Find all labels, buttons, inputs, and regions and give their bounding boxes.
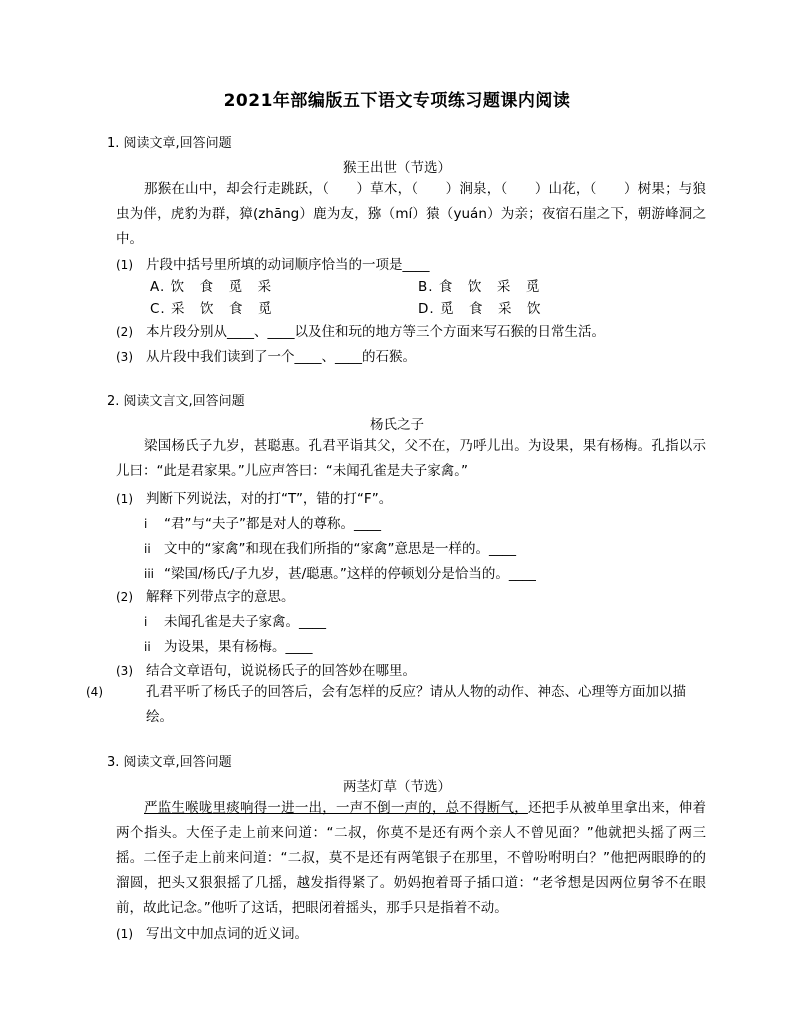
q2-explain-item-2-text: 为设果，果有杨梅。____ [164, 639, 313, 655]
q1-sub-2-text: 本片段分别从____、____以及住和玩的地方等三个方面来写石猴的日常生活。 [146, 324, 605, 340]
q2-sub-1-text: 判断下列说法，对的打“T”，错的打“F”。 [146, 491, 393, 507]
q2-sub-3 [116, 659, 416, 679]
document-title: 2021年部编版五下语文专项练习题课内阅读 [223, 91, 571, 111]
q1-option-a: A. 饮 食 觅 采 [150, 279, 273, 295]
q2-judge-item-2 [144, 537, 516, 557]
q2-judge-item-1-text: “君”与“夫子”都是对人的尊称。____ [164, 516, 381, 532]
question-2-heading: 2. 阅读文言文,回答问题 [107, 394, 245, 409]
q2-judge-item-2-text: 文中的“家禽”和现在我们所指的“家禽”意思是一样的。____ [164, 541, 516, 557]
q2-sub-1-number: (1) [116, 492, 133, 506]
q2-judge-item-3-text: “梁国/杨氏/子九岁，甚/聪惠。”这样的停顿划分是恰当的。____ [164, 566, 536, 582]
q2-explain-item-2 [144, 635, 313, 655]
question-1-heading: 1. 阅读文章,回答问题 [107, 136, 232, 151]
q1-option-c: C. 采 饮 食 觅 [150, 301, 273, 317]
q1-sub-3-number: (3) [116, 350, 133, 364]
passage-1-title: 猴王出世（节选） [343, 160, 451, 176]
q1-sub-2 [116, 320, 605, 340]
question-3-heading: 3. 阅读文章,回答问题 [107, 755, 232, 770]
q2-sub-2 [116, 585, 295, 605]
passage-1-text: 那猴在山中，却会行走跳跃，（ ）草木，（ ）涧泉，（ ）山花，（ ）树果；与狼虫为伴，虎豹为群，獐(zhāng）鹿为友，猕（mí）猿（yuán）为亲；夜宿石崖之下，朝游峰洞之中。 [116, 181, 706, 247]
q1-option-d: D. 觅 食 采 饮 [418, 301, 542, 317]
q1-sub-3-text: 从片段中我们读到了一个____、____的石猴。 [146, 349, 416, 365]
q2-explain-item-2-number: ii [144, 640, 151, 654]
q1-sub-1-text: 片段中括号里所填的动词顺序恰当的一项是____ [146, 257, 430, 273]
q1-sub-3 [116, 345, 416, 365]
q2-judge-item-3 [144, 562, 536, 582]
q2-explain-item-1 [144, 610, 326, 630]
q2-explain-item-1-text: 未闻孔雀是夫子家禽。____ [164, 614, 326, 630]
passage-3-title: 两茎灯草（节选） [343, 779, 451, 795]
q2-judge-item-3-number: iii [144, 567, 155, 581]
q1-sub-2-number: (2) [116, 325, 133, 339]
passage-2-text: 梁国杨氏子九岁，甚聪惠。孔君平诣其父，父不在，乃呼儿出。为设果，果有杨梅。孔指以示儿曰：“此是君家果。”儿应声答曰：“未闻孔雀是夫子家禽。” [116, 438, 706, 479]
q3-sub-1-text: 写出文中加点词的近义词。 [146, 926, 308, 942]
q2-sub-4 [86, 680, 706, 730]
q2-sub-2-text: 解释下列带点字的意思。 [146, 589, 295, 605]
q2-sub-3-number: (3) [116, 664, 133, 678]
passage-3-text [116, 796, 706, 921]
passage-3-rest: 还把手从被单里拿出来，伸着两个指头。大侄子走上前来问道：“二叔，你莫不是还有两个亲人不曾见面？”他就把头摇了两三摇。二侄子走上前来问道：“二叔，莫不是还有两笔银子在那里，不曾吩咐明白？”他把两眼睁的的溜圆，把头又狠狠摇了几摇，越发指得紧了。奶妈抱着哥子插口道：“老爷想是因两位舅爷不在眼前，故此记念。”他听了这话，把眼闭着摇头，那手只是指着不动。 [116, 800, 707, 916]
q2-explain-item-1-number: i [144, 615, 148, 629]
q2-sub-3-text: 结合文章语句，说说杨氏子的回答妙在哪里。 [146, 663, 416, 679]
q2-sub-2-number: (2) [116, 590, 133, 604]
q2-sub-4-text: 孔君平听了杨氏子的回答后，会有怎样的反应？请从人物的动作、神态、心理等方面加以描绘。 [146, 684, 686, 725]
q2-judge-item-1-number: i [144, 517, 148, 531]
q3-sub-1-number: (1) [116, 927, 133, 941]
q2-judge-item-1 [144, 512, 381, 532]
q1-option-b: B. 食 饮 采 觅 [418, 279, 541, 295]
q3-sub-1 [116, 922, 308, 942]
q1-sub-1-number: (1) [116, 258, 133, 272]
q1-sub-1 [116, 253, 430, 273]
q2-sub-1 [116, 487, 392, 507]
q2-judge-item-2-number: ii [144, 542, 151, 556]
passage-3-underlined-sentence: 严监生喉咙里痰响得一进一出，一声不倒一声的，总不得断气， [144, 800, 528, 816]
passage-2-title: 杨氏之子 [370, 417, 424, 433]
q2-sub-4-number: (4) [86, 685, 103, 699]
